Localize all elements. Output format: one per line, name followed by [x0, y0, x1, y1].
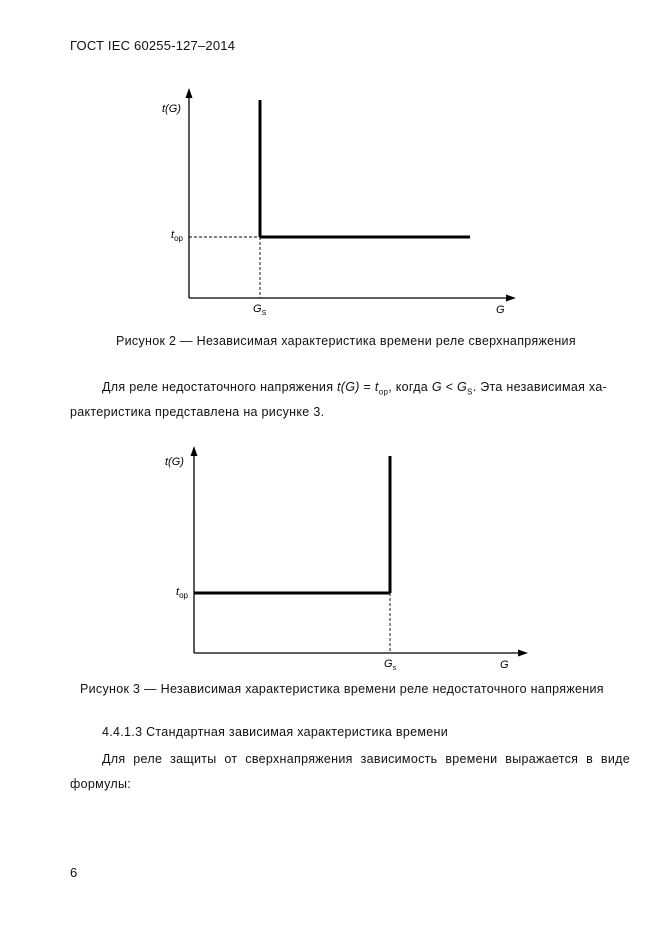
paragraph-line-1: Для реле недостаточного напряжения $t(G) = t_{op}$, когда $G < G_S$. Эта независимая ха-: [102, 380, 608, 397]
x-axis-arrow: [518, 650, 528, 657]
page-number: 6: [70, 865, 78, 880]
x-axis-label: G: [500, 659, 509, 671]
gs-label: $G_S$: [253, 303, 267, 317]
x-axis-arrow: [506, 295, 516, 302]
section-body-line-1: Для реле защиты от сверхнапряжения зависимость времени выражается в виде: [102, 752, 630, 766]
y-axis-label: t(G): [165, 456, 184, 468]
figure-2-graph: [0, 0, 661, 330]
document-header: ГОСТ IEC 60255-127–2014: [70, 38, 236, 53]
y-axis-arrow: [191, 446, 198, 456]
figure-3-caption: Рисунок 3 — Независимая характеристика времени реле недостаточного напряжения: [80, 682, 604, 696]
t-op-label: $t_{op}$: [176, 586, 188, 600]
t-op-label: $t_{op}$: [171, 229, 183, 243]
section-body-line-2: формулы:: [70, 777, 132, 791]
y-axis-label: t(G): [162, 103, 181, 115]
y-axis-arrow: [186, 88, 193, 98]
figure-3-graph: [0, 440, 661, 680]
figure-2-caption: Рисунок 2 — Независимая характеристика времени реле сверхнапряжения: [116, 334, 576, 348]
section-heading: 4.4.1.3 Стандартная зависимая характеристика времени: [102, 725, 448, 739]
paragraph-line-2: рактеристика представлена на рисунке 3.: [70, 405, 325, 419]
gs-label: $G_s$: [384, 658, 397, 672]
x-axis-label: G: [496, 304, 505, 316]
